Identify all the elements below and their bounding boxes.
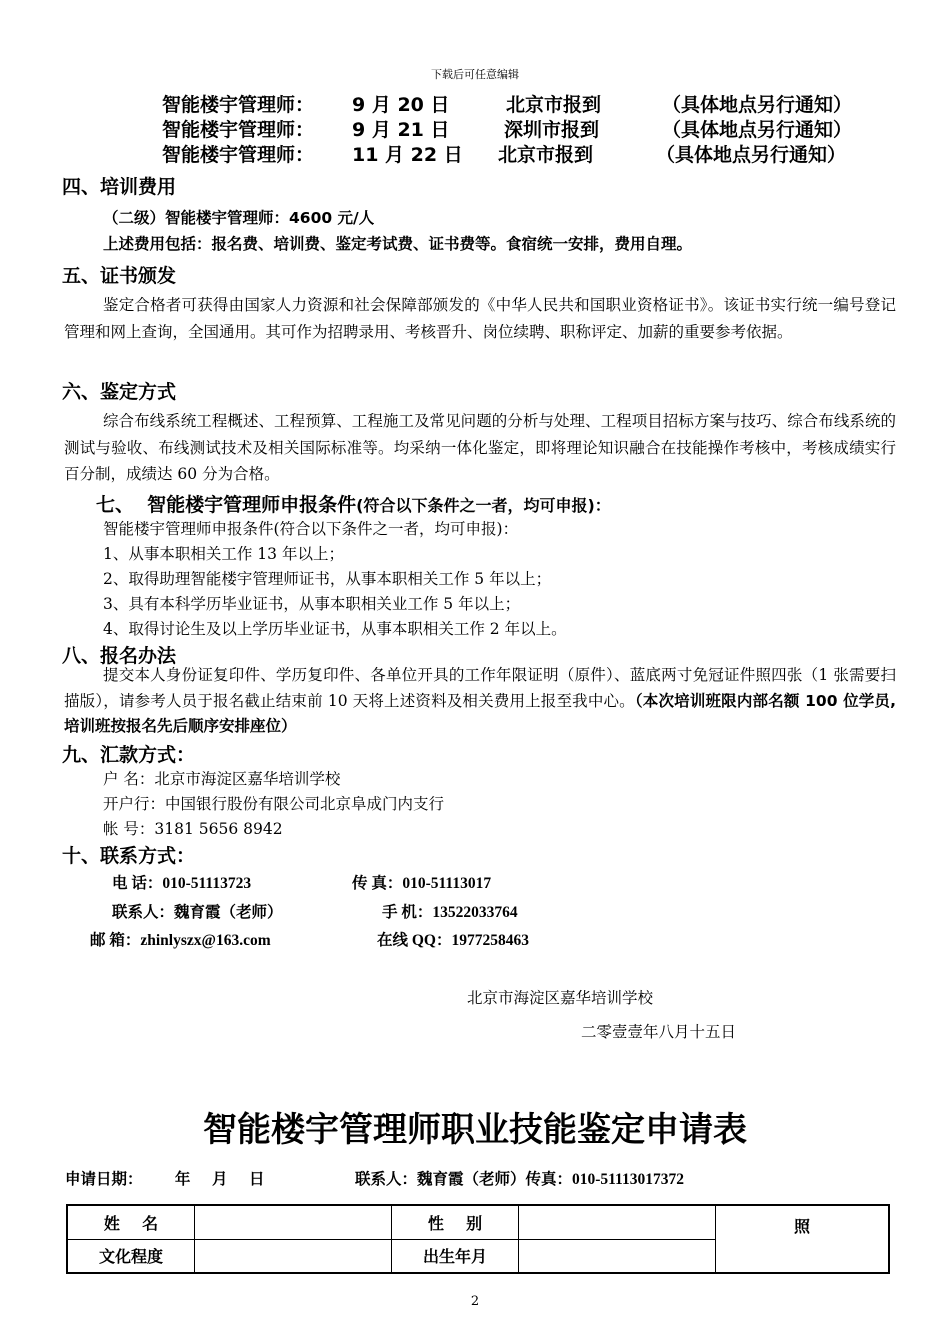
schedule-note: （具体地点另行通知） <box>662 94 853 116</box>
photo-label: 照 <box>793 1217 810 1236</box>
registration-text: 提交本人身份证复印件、学历复印件、各单位开具的工作年限证明（原件）、蓝底两寸免冠证件照四张（1 张需要扫描版），请参考人员于报名截止结束前 10 天将上述资料及相关费用上报至我中心。 <box>64 666 896 710</box>
gender-label: 性 别 <box>392 1205 519 1239</box>
fee-amount: （二级）智能楼宇管理师：4600 元/人 <box>103 209 375 227</box>
application-form-table <box>66 1204 890 1274</box>
section-heading-requirements <box>96 490 611 517</box>
photo-cell <box>716 1205 890 1273</box>
account-number: 帐 号：3181 5656 8942 <box>103 820 283 838</box>
contact-mobile: 手 机：13522033764 <box>382 904 518 921</box>
header-note: 下载后可任意编辑 <box>431 68 519 81</box>
schedule-title: 智能楼宇管理师： <box>162 144 315 166</box>
assessment-text: 综合布线系统工程概述、工程预算、工程施工及常见问题的分析与处理、工程项目招标方案与技巧、综合布线系统的测试与验收、布线测试技术及相关国际标准等。均采纳一体化鉴定，即将理论知识融合在技能操作考核中，考核成绩实行百分制，成绩达 60 分为合格。 <box>64 412 896 483</box>
account-bank: 开户行：中国银行股份有限公司北京阜成门内支行 <box>103 795 445 813</box>
form-contact-label: 联系人：魏育霞（老师）传真：010-51113017372 <box>355 1171 684 1188</box>
birth-field[interactable] <box>519 1239 716 1273</box>
requirement-item: 2、取得助理智能楼宇管理师证书，从事本职相关工作 5 年以上； <box>103 570 552 588</box>
form-date-label: 申请日期： 年 月 日 <box>65 1170 265 1188</box>
section-heading-contact: 十、联系方式： <box>62 845 196 867</box>
assessment-paragraph <box>64 408 896 488</box>
section-heading-registration: 八、报名办法 <box>62 645 177 667</box>
requirement-item: 4、取得讨论生及以上学历毕业证书，从事本职相关工作 2 年以上。 <box>103 620 567 638</box>
certificate-paragraph <box>64 292 896 345</box>
schedule-date: 9 月 21 日 <box>352 119 450 141</box>
contact-person: 联系人：魏育霞（老师） <box>112 904 283 921</box>
fee-includes: 上述费用包括：报名费、培训费、鉴定考试费、证书费等。食宿统一安排，费用自理。 <box>103 235 693 253</box>
requirements-subtitle: (符合以下条件之一者，均可申报)： <box>356 496 611 515</box>
name-label: 姓 名 <box>67 1205 195 1239</box>
contact-email: 邮 箱：zhinlyszx@163.com <box>90 932 271 949</box>
registration-paragraph <box>64 663 896 740</box>
form-title: 智能楼宇管理师职业技能鉴定申请表 <box>203 1110 747 1150</box>
schedule-note: （具体地点另行通知） <box>656 144 847 166</box>
contact-phone: 电 话：010-51113723 <box>112 875 252 892</box>
requirements-number: 七、 <box>96 494 135 516</box>
contact-fax: 传 真：010-51113017 <box>352 875 492 892</box>
schedule-date: 9 月 20 日 <box>352 94 450 116</box>
requirement-item: 3、具有本科学历毕业证书，从事本职相关业工作 5 年以上； <box>103 595 521 613</box>
education-label: 文化程度 <box>67 1239 195 1273</box>
schedule-date: 11 月 22 日 <box>352 144 463 166</box>
schedule-note: （具体地点另行通知） <box>662 119 853 141</box>
account-name: 户 名：北京市海淀区嘉华培训学校 <box>103 770 341 788</box>
requirement-item: 1、从事本职相关工作 13 年以上； <box>103 545 344 563</box>
section-heading-assessment: 六、鉴定方式 <box>62 381 177 403</box>
schedule-city: 北京市报到 <box>506 94 602 116</box>
section-heading-fees: 四、培训费用 <box>62 176 177 198</box>
certificate-text: 鉴定合格者可获得由国家人力资源和社会保障部颁发的《中华人民共和国职业资格证书》。该证书实行统一编号登记管理和网上查询，全国通用。其可作为招聘录用、考核晋升、岗位续聘、职称评定、加薪的重要参考依据。 <box>64 296 896 341</box>
schedule-city: 深圳市报到 <box>504 119 600 141</box>
education-field[interactable] <box>195 1239 392 1273</box>
schedule-city: 北京市报到 <box>498 144 594 166</box>
signature-org: 北京市海淀区嘉华培训学校 <box>467 989 654 1007</box>
gender-field[interactable] <box>519 1205 716 1239</box>
birth-label: 出生年月 <box>392 1239 519 1273</box>
requirements-intro: 智能楼宇管理师申报条件(符合以下条件之一者，均可申报)： <box>103 520 519 538</box>
requirements-title: 智能楼宇管理师申报条件 <box>147 494 357 516</box>
page-number: 2 <box>470 1294 480 1309</box>
name-field[interactable] <box>195 1205 392 1239</box>
signature-date: 二零壹壹年八月十五日 <box>581 1023 737 1041</box>
registration-quota-note: （本次培训班限内部名额 100 位学员,培训班按报名先后顺序安排座位） <box>64 691 896 735</box>
contact-qq: 在线 QQ：1977258463 <box>377 932 529 949</box>
section-heading-payment: 九、汇款方式： <box>62 744 196 766</box>
schedule-title: 智能楼宇管理师： <box>162 94 315 116</box>
schedule-title: 智能楼宇管理师： <box>162 119 315 141</box>
section-heading-certificate: 五、证书颁发 <box>62 265 177 287</box>
